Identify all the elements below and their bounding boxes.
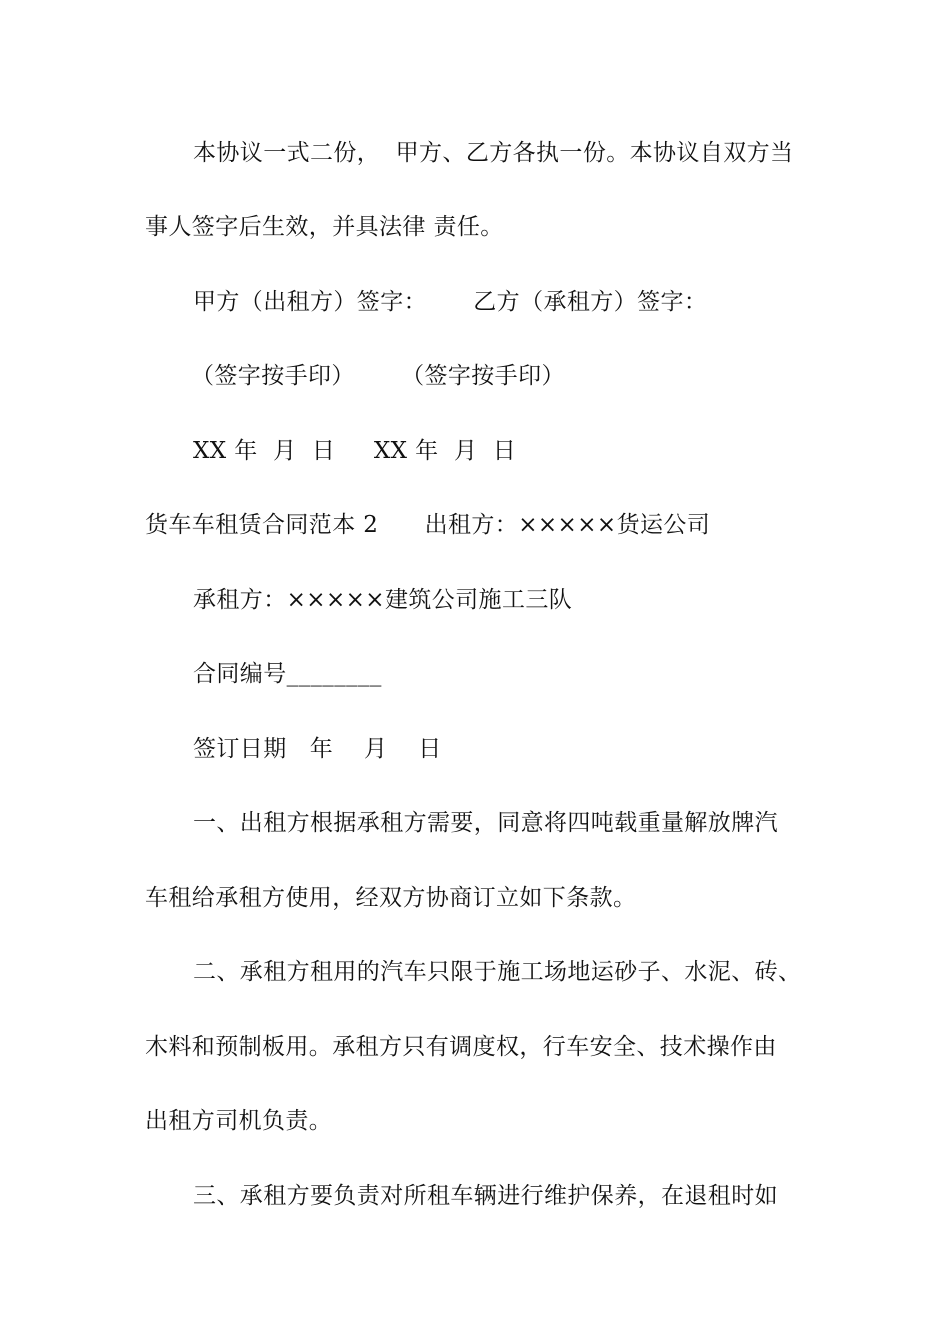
contract-number-line: 合同编号________ — [193, 661, 382, 687]
lessee-line: 承租方：×××××建筑公司施工三队 — [193, 587, 573, 613]
clause-1: 一、出租方根据承租方需要，同意将四吨载重量解放牌汽 — [193, 810, 778, 836]
clause-2-end: 出租方司机负责。 — [145, 1108, 333, 1134]
paragraph-copies-clause-cont: 事人签字后生效，并具法律 责任。 — [145, 214, 504, 240]
signing-date-line: 签订日期 年 月 日 — [193, 736, 442, 762]
clause-2-cont: 木料和预制板用。承租方只有调度权，行车安全、技术操作由 — [145, 1034, 777, 1060]
signature-fingerprint-note: （签字按手印） （签字按手印） — [191, 363, 565, 389]
signature-date-line: XX 年 月 日 XX 年 月 日 — [193, 438, 517, 464]
paragraph-copies-clause: 本协议一式二份， 甲方、乙方各执一份。本协议自双方当 — [193, 140, 794, 166]
clause-2: 二、承租方租用的汽车只限于施工场地运砂子、水泥、砖、 — [193, 959, 802, 985]
clause-1-cont: 车租给承租方使用，经双方协商订立如下条款。 — [145, 885, 637, 911]
clause-3: 三、承租方要负责对所租车辆进行维护保养，在退租时如 — [193, 1183, 778, 1209]
signature-labels: 甲方（出租方）签字： 乙方（承租方）签字： — [193, 289, 708, 315]
contract-title-and-lessor: 货车车租赁合同范本 2 出租方：×××××货运公司 — [145, 512, 711, 538]
